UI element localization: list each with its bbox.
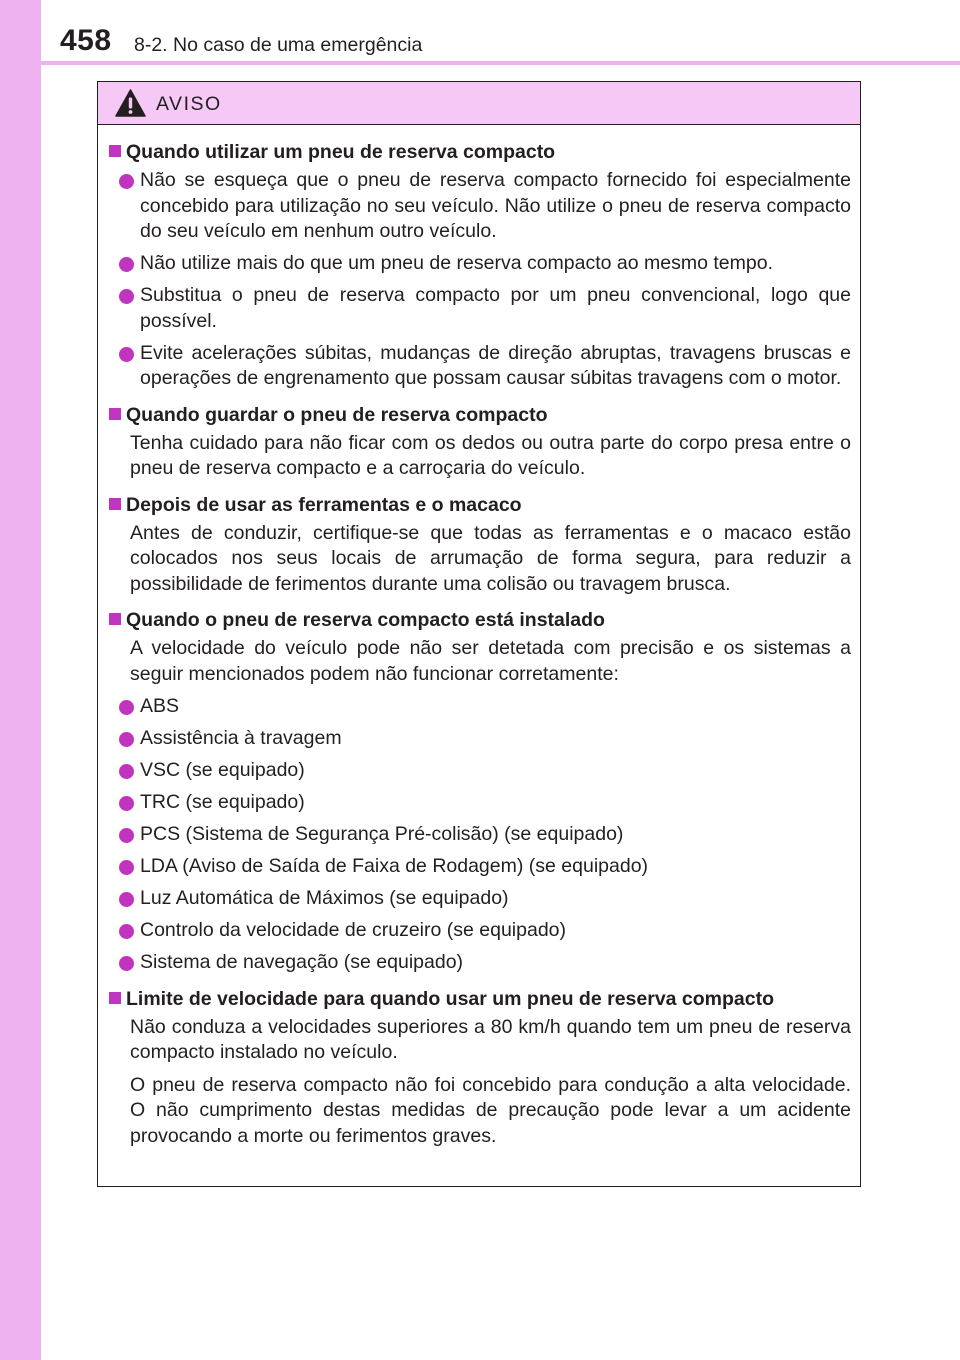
topic-title-text: Limite de velocidade para quando usar um pneu de reserva compacto xyxy=(126,987,775,1010)
topic-title-text: Quando guardar o pneu de reserva compacto xyxy=(126,403,548,426)
paragraph: A velocidade do veículo pode não ser detetada com precisão e os sistemas a seguir mencionados podem não funcionar corretamente: xyxy=(130,637,851,685)
warning-header xyxy=(98,82,860,125)
circle-bullet-icon xyxy=(119,347,134,362)
page-edge-color-band xyxy=(0,0,41,1360)
circle-bullet-icon xyxy=(119,764,134,779)
square-bullet-icon xyxy=(109,145,121,157)
topic-speed-limit xyxy=(109,985,851,1150)
paragraph: Tenha cuidado para não ficar com os dedos ou outra parte do corpo presa entre o pneu de reserva compacto e a carroçaria do veículo. xyxy=(130,431,851,479)
topic-title-text: Quando o pneu de reserva compacto está instalado xyxy=(126,609,605,631)
circle-bullet-icon xyxy=(119,289,134,304)
topic-title-text: Quando utilizar um pneu de reserva compacto xyxy=(126,141,556,163)
circle-bullet-icon xyxy=(119,924,134,939)
bullet-item xyxy=(109,168,851,245)
bullet-item xyxy=(109,758,851,784)
bullet-text: Assistência à travagem xyxy=(140,727,342,749)
square-bullet-icon xyxy=(109,498,121,510)
warning-triangle-icon xyxy=(115,89,146,117)
bullet-item xyxy=(109,694,851,720)
bullet-text: VSC (se equipado) xyxy=(140,759,305,781)
topic-title xyxy=(109,606,851,634)
topic-spare-installed xyxy=(109,606,851,976)
bullet-text: Não utilize mais do que um pneu de reserva compacto ao mesmo tempo. xyxy=(140,252,773,274)
topic-title xyxy=(109,985,851,1013)
circle-bullet-icon xyxy=(119,257,134,272)
bullet-text: PCS (Sistema de Segurança Pré-colisão) (se equipado) xyxy=(140,823,624,845)
warning-box xyxy=(97,81,861,1187)
bullet-text: TRC (se equipado) xyxy=(140,791,305,813)
circle-bullet-icon xyxy=(119,860,134,875)
bullet-item xyxy=(109,790,851,816)
bullet-text: Controlo da velocidade de cruzeiro (se equipado) xyxy=(140,919,567,941)
square-bullet-icon xyxy=(109,992,121,1004)
warning-title: AVISO xyxy=(156,92,222,115)
topic-title-text: Depois de usar as ferramentas e o macaco xyxy=(126,493,522,516)
bullet-text: Substitua o pneu de reserva compacto por um pneu convencional, logo que possível. xyxy=(140,284,851,332)
warning-body xyxy=(98,125,860,1149)
topic-storing-spare xyxy=(109,401,851,482)
circle-bullet-icon xyxy=(119,700,134,715)
square-bullet-icon xyxy=(109,408,121,420)
topic-title xyxy=(109,491,851,519)
circle-bullet-icon xyxy=(119,892,134,907)
bullet-text: Não se esqueça que o pneu de reserva compacto fornecido foi especialmente concebido para utilização no seu veículo. Não utilize o pneu de reserva compacto do seu veículo em nenhum outro veículo. xyxy=(140,169,851,242)
header-rule xyxy=(41,61,960,65)
topic-title xyxy=(109,138,851,166)
circle-bullet-icon xyxy=(119,828,134,843)
bullet-item xyxy=(109,726,851,752)
circle-bullet-icon xyxy=(119,796,134,811)
bullet-item xyxy=(109,950,851,976)
paragraph: Antes de conduzir, certifique-se que todas as ferramentas e o macaco estão colocados nos seus locais de arrumação de forma segura, para reduzir a possibilidade de ferimentos durante uma colisão ou travagem brusca. xyxy=(130,521,851,595)
bullet-text: Sistema de navegação (se equipado) xyxy=(140,951,464,973)
paragraph: Não conduza a velocidades superiores a 80 km/h quando tem um pneu de reserva compacto instalado no veículo. xyxy=(130,1015,851,1063)
paragraph: O pneu de reserva compacto não foi concebido para condução a alta velocidade. O não cumprimento destas medidas de precaução pode levar a um acidente provocando a morte ou ferimentos graves. xyxy=(130,1073,851,1147)
topic-after-tools-jack xyxy=(109,491,851,598)
bullet-text: LDA (Aviso de Saída de Faixa de Rodagem) (se equipado) xyxy=(140,855,649,877)
section-title: 8-2. No caso de uma emergência xyxy=(134,34,423,56)
bullet-item xyxy=(109,854,851,880)
bullet-item xyxy=(109,341,851,392)
bullet-text: ABS xyxy=(140,695,180,717)
bullet-text: Evite acelerações súbitas, mudanças de direção abruptas, travagens bruscas e operações de engrenamento que possam causar súbitas travagens com o motor. xyxy=(140,341,851,389)
topic-title xyxy=(109,401,851,429)
square-bullet-icon xyxy=(109,613,121,625)
circle-bullet-icon xyxy=(119,174,134,189)
topic-compact-spare-use xyxy=(109,138,851,392)
page-number: 458 xyxy=(60,24,112,57)
bullet-item xyxy=(109,822,851,848)
circle-bullet-icon xyxy=(119,956,134,971)
bullet-text: Luz Automática de Máximos (se equipado) xyxy=(140,887,509,909)
bullet-item xyxy=(109,251,851,277)
bullet-item xyxy=(109,283,851,334)
bullet-item xyxy=(109,918,851,944)
bullet-item xyxy=(109,886,851,912)
circle-bullet-icon xyxy=(119,732,134,747)
